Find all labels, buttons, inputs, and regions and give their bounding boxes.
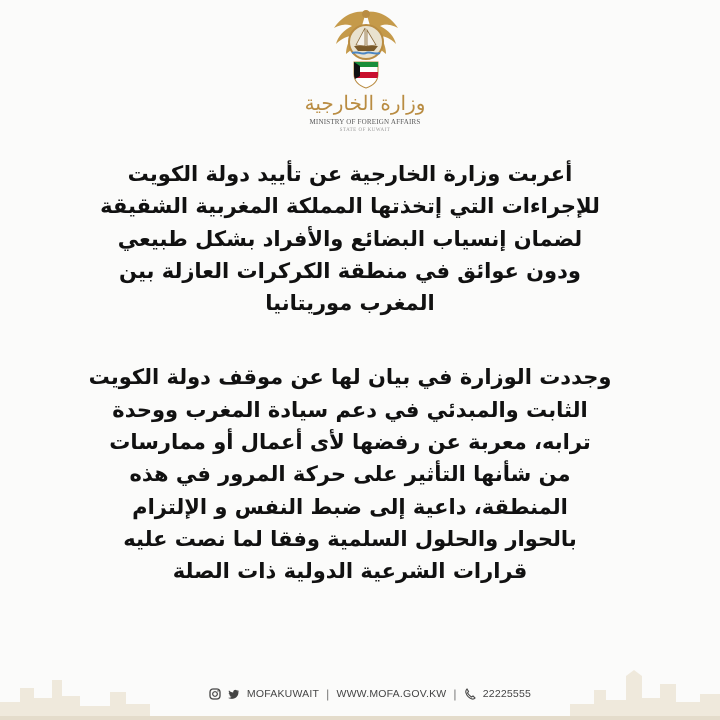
statement-line: ودون عوائق في منطقة الكركرات العازلة بين [119, 258, 581, 283]
instagram-icon[interactable] [209, 688, 221, 700]
footer-separator: | [326, 687, 330, 701]
statement-line: أعربت وزارة الخارجية عن تأييد دولة الكويت [127, 162, 573, 186]
ministry-subtitle: STATE OF KUWAIT [339, 128, 391, 133]
ministry-name-arabic: وزارة الخارجية [304, 91, 426, 115]
statement-line: للإجراءات التي إتخذتها المملكة المغربية الشقيقة [100, 194, 600, 219]
statement-line: المنطقة، داعية إلى ضبط النفس و الإلتزام [132, 494, 568, 519]
twitter-icon[interactable] [228, 688, 240, 700]
paragraph-2 [70, 361, 630, 587]
statement-body [70, 158, 630, 588]
statement-line: وجددت الوزارة في بيان لها عن موقف دولة الكويت [88, 365, 612, 390]
footer-separator: | [453, 687, 457, 701]
statement-line: من شأنها التأثير على حركة المرور في هذه [129, 462, 571, 487]
phone-icon [464, 688, 476, 700]
city-skyline-decoration [0, 640, 720, 720]
paragraph-gap [70, 319, 630, 361]
footer-contact-bar [170, 684, 570, 704]
ministry-name-english: MINISTRY OF FOREIGN AFFAIRS [309, 118, 421, 126]
kuwait-emblem-icon [328, 6, 404, 92]
statement-line: ترابه، معربة عن رفضها لأى أعمال أو ممارسات [109, 430, 591, 455]
statement-line: المغرب موريتانيا [265, 291, 435, 316]
statement-line: الثابت والمبدئي في دعم سيادة المغرب ووحدة [112, 397, 588, 422]
statement-line: قرارات الشرعية الدولية ذات الصلة [172, 559, 528, 584]
paragraph-1 [70, 158, 630, 319]
statement-line: لضمان إنسياب البضائع والأفراد بشكل طبيعي [117, 226, 583, 251]
phone-number[interactable]: 22225555 [482, 688, 532, 700]
statement-line: بالحوار والحلول السلمية وفقا لما نصت عليه [123, 526, 577, 551]
website-link[interactable]: WWW.MOFA.GOV.KW [336, 688, 447, 700]
social-handle[interactable]: MOFAKUWAIT [246, 688, 320, 700]
